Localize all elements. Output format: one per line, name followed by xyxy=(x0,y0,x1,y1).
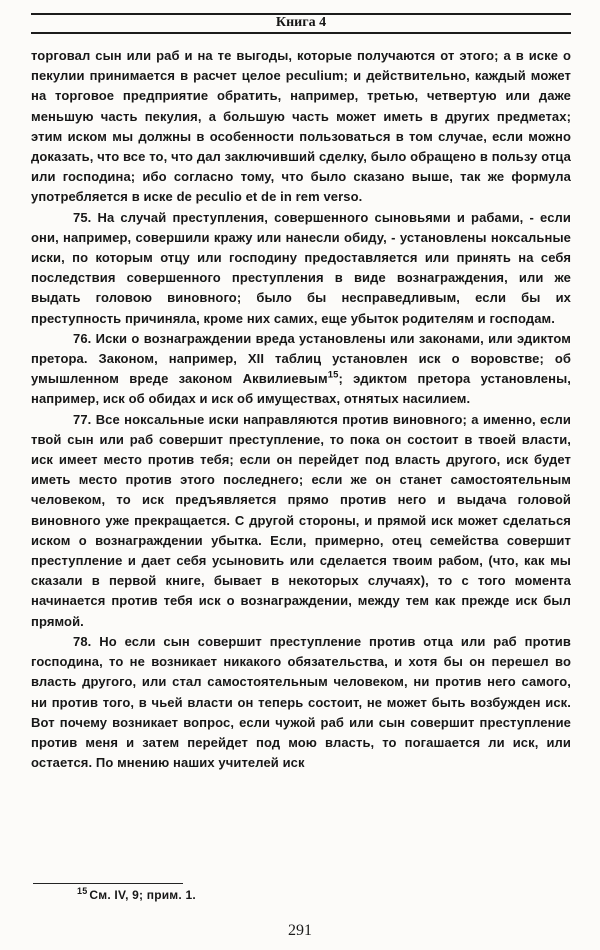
page-number: 291 xyxy=(288,922,312,939)
paragraph-77: 77. Все ноксальные иски направляются против виновного; а именно, если твой сын или раб совершит преступление, то пока он состоит в твоей власти, иск имеет место против тебя; если он перейдет под власть другого, иск будет иметь место против этого последнего; если же он станет самостоятельным человеком, то иск предъявляется прямо против него и выдача головой виновного уже прекращается. С другой стороны, и прямой иск может сделаться иском о вознаграждении убытка. Если, примерно, отец семейства совершит преступление и дает себя усыновить или сделается твоим рабом, (что, как мы сказали в первой книге, бывает в некоторых случаях), то с того момента начинается против тебя иск о вознаграждении, между тем как прежде иск был прямой. xyxy=(31,411,571,629)
paragraph-75: 75. На случай преступления, совершенного сыновьями и рабами, - если они, например, совершили кражу или нанесли обиду, - установлены ноксальные иски, по которым отцу или господину предоставляется или принять на себя последствия совершенного преступления в виде вознаграждения, или же выдать головою виновного; было бы несправедливым, если бы их преступность причиняла, кроме них самих, еще убыток родителям и господам. xyxy=(31,209,571,326)
page-header xyxy=(31,13,571,34)
footnote-text: См. IV, 9; прим. 1. xyxy=(89,888,196,902)
paragraph-continuation: торговал сын или раб и на те выгоды, которые получаются от этого; а в иске о пекулии принимается в расчет целое peculium; и действительно, каждый может на торговое предприятие обратить, например, третью, четвертую или даже меньшую часть пекулия, а большую часть может иметь в других предметах; этим иском мы должны в особенности пользоваться в том случае, если можно доказать, что все то, что дал заключивший сделку, было обращено в пользу отца или господина; ибо согласно тому, что было сказано выше, так же формула употребляется в иске de peculio et de in rem verso. xyxy=(31,48,571,205)
paragraph-76 xyxy=(31,329,571,410)
footnote-area xyxy=(33,883,573,902)
chapter-title: Книга 4 xyxy=(275,15,327,30)
paragraph-76-text-before: 76. Иски о вознаграждении вреда установлены или законами, или эдиктом претора. Законом, например, XII таблиц установлен иск о воровстве; об умышленном вреде законом Аквилиевым xyxy=(31,330,571,387)
body-text xyxy=(31,46,571,773)
footnote xyxy=(77,888,573,902)
footnote-separator xyxy=(33,883,183,884)
footnote-marker: 15 xyxy=(77,886,88,896)
paragraph-78: 78. Но если сын совершит преступление против отца или раб против господина, то не возникает никакого обязательства, и хотя бы он перешел во власть другого, или стал самостоятельным человеком, ни против него самого, ни против того, в чьей власти он теперь состоит, не может быть возбужден иск. Вот почему возникает вопрос, если чужой раб или сын совершит преступление против меня и затем перейдет под мою власть, то погашается ли иск, или остается. По мнению наших учителей иск xyxy=(31,633,571,771)
paragraph-76-text-after: ; эдиктом претора установлены, например, иск об обидах и иск об имуществах, отнятых насилием. xyxy=(31,371,571,407)
footnote-reference: 15 xyxy=(327,369,339,381)
